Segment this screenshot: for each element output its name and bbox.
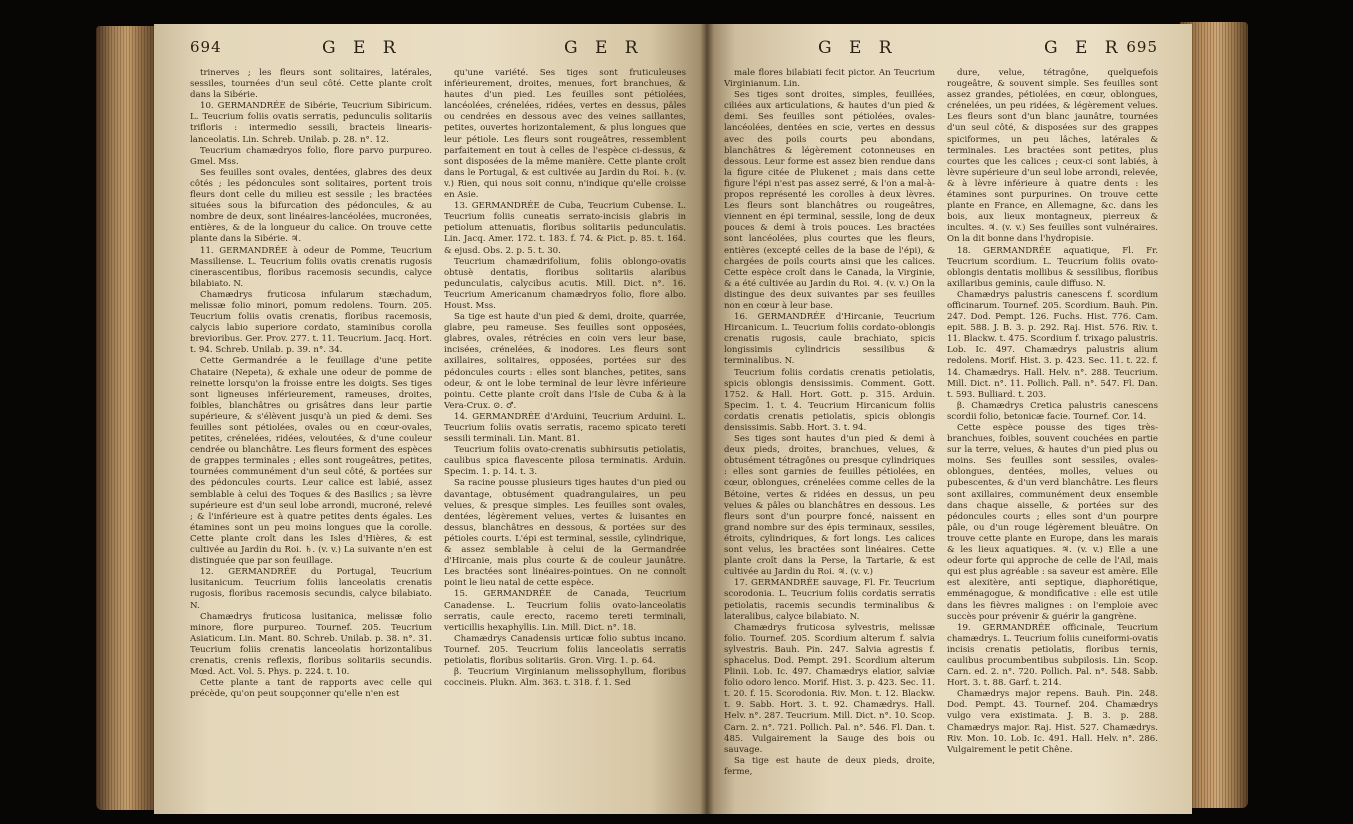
right-head-col1: G E R (818, 38, 898, 58)
paragraph: Teucrium chamædryos folio, flore parvo purpureo. Gmel. Mss. (190, 145, 432, 167)
right-column-2 (947, 68, 1158, 792)
paragraph: Chamædrys palustris canescens f. scordium officinarum. Tournef. 205. Scordium. Bauh. Pin. 247. Dod. Pempt. 126. Fuchs. Hist. 776. Cam. epit. 588. J. B. 3. p. 292. Raj. Hist. 576. Riv. t. 11. Blackw. t. 475. Scordium f. trixago palustris. Lob. Ic. 497. Chamædrys palustris alium redolens. Morif. Hist. 3. p. 423. Sec. 11. t. 22. f. 14. Chamædrys. Hall. Helv. n°. 288. Teucrium. Mill. Dict. n°. 11. Pollich. Pall. n°. 547. Fl. Dan. t. 593. Bulliard. t. 203. (947, 289, 1158, 400)
right-head-col2: G E R (1044, 38, 1124, 58)
paragraph: Teucrium foliis ovato-crenatis subhirsutis petiolatis, caulibus spica flavescente pilosa terminatis. Arduin. Specim. 1. p. 14. t. 3. (444, 445, 686, 478)
paragraph: Sa racine pousse plusieurs tiges hautes d'un pied ou davantage, obtusément quadrangulaires, un peu velues, & presque simples. Les feuilles sont ovales, dentées, légèrement velues, vertes & luisantes en dessus, blanchâtres en dessous, & portées sur des pétioles courts. L'épi est terminal, sessile, cylindrique, & assez semblable à celui de la Germandrée d'Hircanie, mais plus courte & de couleur jaunâtre. Les bractées sont linéaires-pointues. On ne connoît point le lieu natal de cette espèce. (444, 478, 686, 589)
entry-18: 18. GERMANDRÉE aquatique, Fl. Fr. Teucrium scordium. L. Teucrium foliis ovato-oblongis dentatis mollibus & sessilibus, floribus axillaribus geminis, caule diffuso. N. (947, 245, 1158, 289)
paragraph: Sa tige est haute d'un pied & demi, droite, quarrée, glabre, peu rameuse. Ses feuilles sont opposées, glabres, ovales, rétrécies en coin vers leur base, incisées, crénelées, & inodores. Les fleurs sont axillaires, solitaires, opposées, portées sur des pédoncules courts : elles sont blanches, petites, sans odeur, & ont le lobe terminal de leur lèvre inférieure pointu. Cette plante croît dans l'Isle de Cuba & à la Vera-Crux. ⊙. ♂. (444, 312, 686, 411)
right-column-1 (724, 68, 935, 792)
paragraph: Chamædrys major repens. Bauh. Pin. 248. Dod. Pempt. 43. Tournef. 204. Chamædrys vulgo vera existimata. J. B. 3. p. 288. Chamædrys major. Raj. Hist. 527. Chamædrys. Riv. Mon. 10. Lob. Ic. 491. Hall. Helv. n°. 286. Vulgairement le petit Chêne. (947, 689, 1158, 755)
entry-10: 10. GERMANDRÉE de Sibérie, Teucrium Sibiricum. L. Teucrium foliis ovatis serratis, pedunculis solitariis trifloris : intermedio sessili, bracteis linearis-lanceolatis. Lin. Schreb. Unilab. p. 28. n°. 12. (190, 101, 432, 145)
left-column-2 (444, 68, 686, 792)
paragraph: Cette Germandrée a le feuillage d'une petite Chataire (Nepeta), & exhale une odeur de pomme de reinette lorsqu'on la froisse entre les doigts. Ses tiges sont ligneuses inférieurement, rameuses, droites, foibles, blanchâtres ou grisâtres dans leur partie supérieure, & s'élèvent jusqu'à un pied & demi. Ses feuilles sont pétiolées, ovales ou en cœur-ovales, petites, crénelées, ridées, veloutées, & d'une couleur cendrée ou blanchâtre. Les fleurs forment des espèces de grappes terminales ; elles sont rougeâtres, petites, tournées communément d'un seul côté, & portées sur des pédoncules courts. Leur calice est labié, assez semblable à celui des Toques & des Basilics ; sa lèvre supérieure est d'un seul lobe arrondi, mucroné, relevé ; & l'inférieure est à quatre petites dents égales. Les étamines sont un peu moins longues que la corolle. Cette plante croît dans les Isles d'Hières, & est cultivée au Jardin du Roi. ♄. (v. v.) La suivante n'en est distinguée que par son feuillage. (190, 356, 432, 567)
left-head-col1: G E R (322, 38, 402, 58)
paragraph: dure, velue, tétragône, quelquefois rougeâtre, & souvent simple. Ses feuilles sont assez grandes, pétiolées, en cœur, oblongues, crénelées, un peu ridées, & légèrement velues. Les fleurs sont d'un blanc jaunâtre, tournées d'un seul côté, & disposées sur des grappes spiciformes, un peu lâches, latérales & terminales. Les bractées sont petites, plus courtes que les calices ; ceux-ci sont labiés, à lèvre supérieure d'un seul lobe arrondi, relevée, & à lèvre inférieure à quatre dents : les étamines sont purpurines. On trouve cette plante en France, en Allemagne, &c. dans les bois, aux lieux montagneux, pierreux & incultes. ♃. (v. v.) Ses feuilles sont vulnéraires. On la dit bonne dans l'hydropisie. (947, 68, 1158, 245)
entry-14: 14. GERMANDRÉE d'Arduini, Teucrium Arduini. L. Teucrium foliis ovatis serratis, racemo spicato tereti sessili terminali. Lin. Mant. 81. (444, 411, 686, 445)
entry-19: 19. GERMANDRÉE officinale, Teucrium chamædrys. L. Teucrium foliis cuneiformi-ovatis incisis crenatis petiolatis, floribus ternis, caulibus procumbentibus subpilosis. Lin. Scop. Carn. ed. 2. n°. 720. Pollich. Pal. n°. 548. Sabb. Hort. 3. t. 88. Garf. t. 214. (947, 622, 1158, 689)
entry-15: 15. GERMANDRÉE de Canada, Teucrium Canadense. L. Teucrium foliis ovato-lanceolatis serratis, caule erecto, racemo tereti terminali, verticillis hexaphyllis. Lin. Mill. Dict. n°. 18. (444, 589, 686, 633)
entry-11: 11. GERMANDRÉE à odeur de Pomme, Teucrium Massiliense. L. Teucrium foliis ovatis crenatis rugosis cinerascentibus, floribus racemosis secundis, calyce bilabiato. N. (190, 245, 432, 289)
paragraph: Chamædrys fruticosa infularum stæchadum, melissæ folio minori, pomum redolens. Tourn. 205. Teucrium foliis ovatis crenatis, floribus racemosis, calycis labio superiore cordato, staminibus corolla brevioribus. Ger. Prov. 277. t. 11. Teucrium. Jacq. Hort. t. 94. Schreb. Unilab. p. 39. n°. 34. (190, 289, 432, 356)
left-columns (190, 68, 686, 792)
left-page-number: 694 (190, 38, 222, 56)
paragraph: Teucrium foliis cordatis crenatis petiolatis, spicis oblongis densissimis. Comment. Gott. 1752. & Hall. Hort. Gott. p. 315. Arduin. Specim. 1. t. 4. Teucrium Hircanicum foliis cordatis crenatis petiolatis, spicis oblongis densissimis. Sabb. Hort. 3. t. 94. (724, 367, 935, 433)
entry-17: 17. GERMANDRÉE sauvage, Fl. Fr. Teucrium scorodonia. L. Teucrium foliis cordatis serratis petiolatis, racemis secundis terminalibus & lateralibus, calyce bilabiato. N. (724, 578, 935, 622)
entry-12: 12. GERMANDRÉE du Portugal, Teucrium lusitanicum. Teucrium foliis lanceolatis crenatis rugosis, floribus racemosis secundis, calyce bilabiato. N. (190, 567, 432, 611)
right-page (706, 24, 1192, 814)
paragraph: Ses feuilles sont ovales, dentées, glabres des deux côtés ; les pédoncules sont solitaires, portent trois fleurs dont celle du milieu est sessile ; les bractées situées sous la bifurcation des pédoncules, & au nombre de deux, sont linéaires-lancéolées, mucronées, entières, & de la longueur du calice. On trouve cette plante dans la Sibérie. ♃. (190, 167, 432, 245)
left-page (154, 24, 706, 814)
right-page-number: 695 (1126, 38, 1158, 56)
paragraph: Cette espèce pousse des tiges très-branchues, foibles, souvent couchées en partie sur la terre, velues, & hautes d'un pied plus ou moins. Ses feuilles sont sessiles, ovales-oblongues, dentées, molles, velues ou pubescentes, & d'un verd blanchâtre. Les fleurs sont axillaires, communément deux ensemble dans chaque aisselle, & portées sur des pédoncules courts ; elles sont d'un pourpre pâle, ou d'un rouge légèrement bleuâtre. On trouve cette plante en Europe, dans les marais & les lieux aquatiques. ♃. (v. v.) Elle a une odeur forte qui approche de celle de l'Ail, mais qui est plus agréable : sa saveur est amère. Elle est alexitère, anti septique, diaphorétique, emménagogue, & mondificative : elle est utile dans les fièvres malignes : on l'emploie avec succès pour prévenir & guérir la gangrène. (947, 423, 1158, 622)
paragraph: Ses tiges sont droites, simples, feuillées, ciliées aux articulations, & hautes d'un pied & demi. Ses feuilles sont pétiolées, ovales-lancéolées, dentées en scie, vertes en dessus avec des poils courts peu abondans, blanchâtres & légèrement cotonneuses en dessous. Leur forme est assez bien rendue dans la figure citée de Plukenet ; mais dans cette figure l'épi n'est pas assez serré, & l'on a mal-à-propos représenté les corolles à deux lèvres. Les fleurs sont blanchâtres ou rougeâtres, viennent en épi terminal, sessile, long de deux pouces & demi à trois pouces. Les bractées sont lancéolées, plus courtes que les fleurs, entières (excepté celles de la base de l'épi), & chargées de poils courts ainsi que les calices. Cette espèce croît dans le Canada, la Virginie, & a été cultivée au Jardin du Roi. ♃. (v. v.) On la distingue des deux suivantes par ses feuilles non en cœur à leur base. (724, 90, 935, 311)
paragraph: Chamædrys fruticosa lusitanica, melissæ folio minore, flore purpureo. Tournef. 205. Teucrium Asiaticum. Lin. Mant. 80. Schreb. Unilab. p. 38. n°. 31. Teucrium foliis crenatis lanceolatis horizontalibus crenatis, crenis reflexis, floribus solitariis secundis. Mœd. Act. Vol. 5. Phys. p. 224. t. 10. (190, 611, 432, 678)
paragraph: Chamædrys Canadensis urticæ folio subtus incano. Tournef. 205. Teucrium foliis lanceolatis serratis petiolatis, floribus solitariis. Gron. Virg. 1. p. 64. (444, 633, 686, 666)
paragraph: Sa tige est haute de deux pieds, droite, ferme, (724, 755, 935, 777)
entry-16: 16. GERMANDRÉE d'Hircanie, Teucrium Hircanicum. L. Teucrium foliis cordato-oblongis crenatis rugosis, caule brachiato, spicis longissimis cylindricis sessilibus & terminalibus. N. (724, 312, 935, 367)
book-gutter (700, 24, 714, 814)
paragraph: male flores bilabiati fecit pictor. An Teucrium Virginianum. Lin. (724, 68, 935, 90)
paragraph: Ses tiges sont hautes d'un pied & demi à deux pieds, droites, branchues, velues, & obtusément tétragônes ou presque cylindriques : elles sont garnies de feuilles pétiolées, en cœur, oblongues, crénelées comme celles de la Bétoine, vertes & ridées en dessus, un peu velues & pâles ou blanchâtres en dessous. Les fleurs sont d'un pourpre foncé, naissent en grand nombre sur des épis terminaux, sessiles, étroits, cylindriques, & fort longs. Les calices sont velus, les bractées sont linéaires. Cette plante croît dans la Perse, la Tartarie, & est cultivée au Jardin du Roi. ♃. (v. v.) (724, 434, 935, 578)
left-page-edges (96, 26, 158, 810)
left-column-1 (190, 68, 432, 792)
paragraph: trinerves ; les fleurs sont solitaires, latérales, sessiles, tournées d'un seul côté. Cette plante croît dans la Sibérie. (190, 68, 432, 101)
paragraph: Cette plante a tant de rapports avec celle qui précède, qu'on peut soupçonner qu'elle n'en est (190, 678, 432, 700)
paragraph: Chamædrys fruticosa sylvestris, melissæ folio. Tournef. 205. Scordium alterum f. salvia sylvestris. Bauh. Pin. 247. Salvia agrestis f. sphacelus. Dod. Pempt. 291. Scordium alterum Plinii. Lob. Ic. 497. Chamædrys elatior, salviæ folio odoro lenco. Morif. Hist. 3. p. 423. Sec. 11. t. 20. f. 15. Scorodonia. Riv. Mon. t. 12. Blackw. t. 9. Sabb. Hort. 3. t. 92. Chamædrys. Hall. Helv. n°. 287. Teucrium. Mill. Dict. n°. 10. Scop. Carn. 2. n°. 721. Pollich. Pal. n°. 546. Fl. Dan. t. 485. Vulgairement la Sauge des bois ou sauvage. (724, 622, 935, 755)
left-head-col2: G E R (564, 38, 644, 58)
paragraph: β. Chamædrys Cretica palustris canescens scordii folio, betonicæ facie. Tournef. Cor. 14. (947, 400, 1158, 422)
paragraph: qu'une variété. Ses tiges sont fruticuleuses inférieurement, droites, menues, fort branchues, & hautes d'un pied. Les feuilles sont pétiolées, lancéolées, crénelées, ridées, vertes en dessus, pâles ou cendrées en dessous avec des veines saillantes, petites, ouvertes horizontalement, & plus longues que leur pétiole. Les fleurs sont rougeâtres, ressemblent parfaitement en tout à celles de l'espèce ci-dessus, & sont disposées de la même manière. Cette plante croît dans le Portugal, & est cultivée au Jardin du Roi. ♄. (v. v.) Rien, qui nous soit connu, n'indique qu'elle croisse en Asie. (444, 68, 686, 201)
paragraph: Teucrium chamædrifolium, foliis oblongo-ovatis obtusè dentatis, floribus solitariis alaribus pedunculatis, calycibus acutis. Mill. Dict. n°. 16. Teucrium Americanum chamædryos folio, flore albo. Houst. Mss. (444, 256, 686, 311)
entry-13: 13. GERMANDRÉE de Cuba, Teucrium Cubense. L. Teucrium foliis cuneatis serrato-incisis glabris in petiolum attenuatis, floribus solitariis pedunculatis. Lin. Jacq. Amer. 172. t. 183. f. 74. & Pict. p. 85. t. 164. & ejusd. Obs. 2. p. 5. t. 30. (444, 201, 686, 256)
right-columns (724, 68, 1158, 792)
paragraph: β. Teucrium Virginianum melissophyllum, floribus coccineis. Plukn. Alm. 363. t. 318. f. 1. Sed (444, 667, 686, 689)
